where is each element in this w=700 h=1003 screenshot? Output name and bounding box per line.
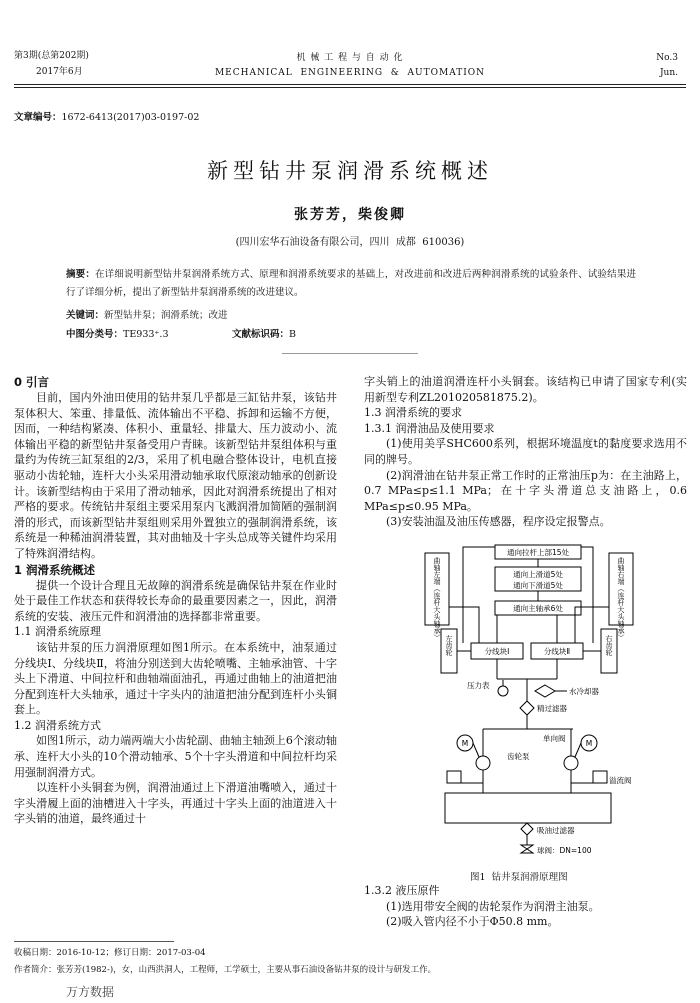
classification <box>66 327 169 342</box>
paragraph-overview: 提供一个设计合理且无故障的润滑系统是确保钻井泵在作业时处于最佳工作状态和获得较长寿命的最重要因素之一，因此，润滑系统的安装、液压元件和润滑油的选择都非常重要。 <box>14 578 337 623</box>
label-suction-filter: 吸油过滤器 <box>537 826 575 835</box>
abstract-text: 在详细说明新型钻井泵润滑系统方式、原理和润滑系统要求的基础上，对改进前和改进后两种润滑系统的试验条件、试验结果进行了详细分析，提出了新型钻井泵润滑系统的改进建议。 <box>66 269 636 298</box>
abstract-divider <box>282 353 418 354</box>
header-rule-thin <box>14 87 686 88</box>
fine-filter-mark <box>520 701 534 715</box>
paragraph-principle: 该钻井泵的压力润滑原理如图1所示。在本系统中，油泵通过分线块Ⅰ、分线块Ⅱ，将油分别送到大齿轮喷嘴、主轴承油管、十字头上下滑道、中间拉杆和曲轴端面油孔，再通过曲轴上的油道把油分配到连杆大头轴承，通过十字头内的油道把油分配到连杆小头铜套上。 <box>14 640 337 717</box>
abstract-label: 摘要： <box>66 269 95 280</box>
journal-title-cn: 机 械 工 程 与 自 动 化 <box>296 53 404 63</box>
figure-caption: 图1 钻井泵润滑原理图 <box>470 872 568 883</box>
author-bio: 作者简介：张芳芳(1982-)，女，山西洪洞人，工程师，工学硕士，主要从事石油设备钻井泵的设计与研发工作。 <box>14 965 437 975</box>
header-rule <box>14 84 686 85</box>
hydraulic-1: (1)选用带安全阀的齿轮泵作为润滑主油泵。 <box>386 899 600 913</box>
label-relief-valve: 溢流阀 <box>609 776 632 785</box>
hydraulic-2: (2)吸入管内径不小于Φ50.8 mm。 <box>386 915 559 929</box>
abstract <box>66 266 636 302</box>
label-check-valve: 单向阀 <box>543 734 566 743</box>
issue-date: 2017年6月 <box>36 67 83 77</box>
left-column <box>14 374 337 827</box>
pump-left-mark <box>476 756 490 770</box>
requirement-3: (3)安装油温及油压传感器，程序设定报警点。 <box>386 515 611 529</box>
right-column <box>364 374 687 530</box>
label-slide-up: 通向上滑道5处 <box>513 570 563 579</box>
label-left-gear: 左齿轮 <box>445 635 453 656</box>
relief-left-mark <box>447 771 461 783</box>
label-motor-left: M <box>461 739 469 748</box>
section-1-2-title: 1.2 润滑系统方式 <box>14 718 101 732</box>
label-gear-pump: 齿轮泵 <box>507 752 530 761</box>
journal-no: No.3 <box>656 53 678 63</box>
article-affiliation: (四川宏华石油设备有限公司，四川 成都 610036) <box>235 237 465 248</box>
article-title: 新型钻井泵润滑系统概述 <box>207 159 493 183</box>
keywords <box>66 308 228 323</box>
right-column-bottom <box>364 883 687 930</box>
watermark: 万方数据 <box>66 985 115 999</box>
paragraph-method-a: 如图1所示，动力端两端大小齿轮副、曲轴主轴颈上6个滚动轴承、连杆大小头的10个滑动轴承、5个十字头滑道和中间拉杆均采用强制润滑方式。 <box>14 734 337 779</box>
class-value: TE933⁺.3 <box>123 329 169 340</box>
paragraph-intro: 目前，国内外油田使用的钻井泵几乎都是三缸钻井泵，该钻井泵体积大、笨重、排量低、流体输出不平稳、拆卸和运输不方便，因而，一种结构紧凑、体积小、重量轻、排量大、压力波动小、流体输出平稳的新型钻井泵备受用户青睐。该新型钻井泵组体积与重量约为传统三缸泵组的2/3，采用了机电融合整体设计，电机直接驱动小齿轮轴，连杆大小头采用滑动轴承取代原滚动轴承的创新设计。该新型结构由于采用了滑动轴承，因此对润滑系统提出了相对严格的要求。传统钻井泵组主要采用泵内飞溅润滑加简陋的强制润滑的形式，而该新型钻井泵组则采用外置独立的强制润滑系统，该系统是一种稀油润滑装置，其对曲轴及十字头总成等关键件均采用了特殊润滑结构。 <box>14 391 337 560</box>
journal-title-en: MECHANICAL ENGINEERING & AUTOMATION <box>214 68 486 78</box>
section-1-3-1-title: 1.3.1 润滑油品及使用要求 <box>364 421 495 435</box>
section-1-3-2-title: 1.3.2 液压原件 <box>364 884 440 897</box>
article-id <box>14 110 199 125</box>
keywords-label: 关键词： <box>66 310 105 321</box>
article-id-value: 1672-6413(2017)03-0197-02 <box>61 112 200 123</box>
label-slide-down: 通向下滑道5处 <box>513 581 563 590</box>
cooler-mark <box>535 685 555 697</box>
section-1-title: 1 润滑系统概述 <box>14 562 96 577</box>
issue-number: 第3期(总第202期) <box>14 51 89 61</box>
paragraph-continued: 字头销上的油道润滑连杆小头铜套。该结构已申请了国家专利(实用新型专利ZL201020581875.2)。 <box>364 375 687 404</box>
class-label: 中图分类号： <box>66 329 124 340</box>
label-fine-filter: 精过滤器 <box>537 704 567 713</box>
pressure-gauge-mark <box>498 686 508 696</box>
ball-valve-mark <box>521 845 533 853</box>
section-1-1-title: 1.1 润滑系统原理 <box>14 625 101 639</box>
pump-right-mark <box>564 756 578 770</box>
label-main-bearing: 通向主轴承6处 <box>513 604 563 613</box>
section-0-title: 0 引言 <box>14 375 50 389</box>
label-motor-right: M <box>585 739 593 748</box>
label-left-end: 曲轴左端（连杆大头轴承） <box>433 557 441 641</box>
label-right-gear: 右齿轮 <box>605 635 613 656</box>
received-date: 收稿日期：2016-10-12；修订日期：2017-03-04 <box>14 948 206 958</box>
paragraph-method-b: 以连杆小头铜套为例，润滑油通过上下滑道油嘴喷入，通过十字头滑履上面的油槽进入十字头，再通过十字头上面的油道进入十字头销的油道，最终通过十 <box>14 781 337 826</box>
doc-code <box>232 327 296 342</box>
lubrication-diagram <box>423 543 643 863</box>
relief-right-mark <box>593 771 607 783</box>
doc-label: 文献标识码： <box>232 329 290 340</box>
article-authors: 张芳芳，柴俊卿 <box>294 207 406 223</box>
suction-filter-mark <box>521 823 533 835</box>
label-block1: 分线块Ⅰ <box>484 647 510 656</box>
section-1-3-title: 1.3 润滑系统的要求 <box>364 406 462 420</box>
tank-mark <box>445 793 611 823</box>
footer-rule <box>14 941 174 942</box>
label-gauge: 压力表 <box>467 681 490 690</box>
requirement-1: (1)使用美孚SHC600系列，根据环境温度t的黏度要求选用不同的牌号。 <box>364 437 687 466</box>
label-cooler: 水冷却器 <box>569 687 599 696</box>
doc-value: B <box>289 329 296 340</box>
keywords-text: 新型钻井泵；润滑系统；改进 <box>104 310 228 321</box>
label-box-top: 通向拉杆上部15处 <box>506 548 570 557</box>
journal-month: Jun. <box>659 68 678 78</box>
label-block2: 分线块Ⅱ <box>543 647 571 656</box>
requirement-2: (2)润滑油在钻井泵正常工作时的正常油压p为：在主油路上，0.7 MPa≤p≤1.1 MPa；在十字头滑道总支油路上，0.6 MPa≤p≤0.95 MPa。 <box>364 468 687 513</box>
label-right-end: 曲轴右端（连杆大头轴承） <box>617 557 625 641</box>
article-id-label: 文章编号： <box>14 112 62 123</box>
label-ball-valve: 球阀：DN=100 <box>537 846 592 855</box>
